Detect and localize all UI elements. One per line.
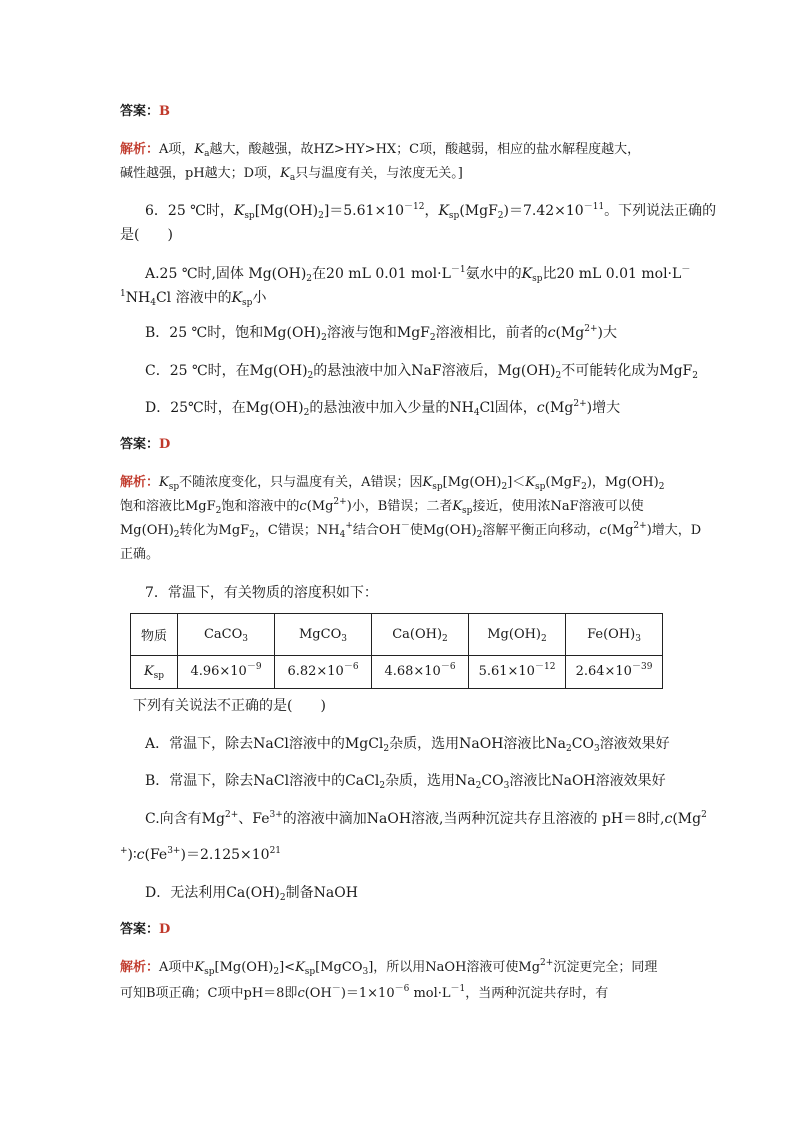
- ksp-table: [130, 613, 663, 689]
- table-cell-substance: $Ca(OH)_2$: [372, 614, 469, 656]
- table-row-label: $K_{sp}$: [131, 655, 178, 688]
- table-cell-value: $4.68\times 10^{-6}$: [372, 655, 469, 688]
- q5-explanation-line2: 碱性越强，pH越大；D项，$K_a$只与温度有关，与浓度无关。]: [120, 166, 463, 183]
- q7-option-d: D．无法利用$Ca(OH)_2$制备NaOH: [145, 885, 358, 903]
- table-cell-substance: $Fe(OH)_3$: [566, 614, 663, 656]
- q6-stem-line1: 6．25 ℃时，$K_{sp}[Mg(OH)_2]=5.61\times 10^{-12}$，$K_{sp}(MgF_2)=7.42\times 10^{-11}$。下列说法正确的: [145, 202, 717, 221]
- q7-answer-value: D: [159, 922, 171, 937]
- q7-option-b: B．常温下，除去NaCl溶液中的CaCl$_2$杂质，选用$Na_2CO_3$溶液比NaOH溶液效果好: [145, 773, 666, 791]
- q6-explanation-line2: 饱和溶液比MgF$_2$饱和溶液中的$c(Mg^{2+})$小，B错误；二者$K_{sp}$接近，使用浓NaF溶液可以使: [120, 497, 644, 516]
- q6-explanation-line3: $Mg(OH)_2$转化为MgF$_2$，C错误；$NH_4^+$结合OH－使$Mg(OH)_2$溶解平衡正向移动，$c(Mg^{2+})$增大，D: [120, 521, 702, 540]
- q5-answer: 答案：B: [120, 104, 171, 119]
- q7-option-c-line2: $^+)∶c(Fe^{3+})=2.125\times 10^{21}$: [120, 846, 282, 863]
- q6-explanation-line1: 解析：$K_{sp}$不随浓度变化，只与温度有关，A错误；因$K_{sp}[Mg(OH)_2]<K_{sp}(MgF_2)$，$Mg(OH)_2$: [120, 475, 665, 492]
- table-cell-substance: CaCO$_3$: [178, 614, 275, 656]
- q5-explanation-line1: 解析：A项，$K_a$越大，酸越强，故HZ>HY>HX；C项，酸越弱，相应的盐水解程度越大，: [120, 142, 641, 159]
- table-cell-value: $5.61\times 10^{-12}$: [469, 655, 566, 688]
- q6-answer-value: D: [159, 437, 171, 452]
- q6-answer: 答案：D: [120, 437, 171, 452]
- q7-question: 下列有关说法不正确的是( ): [133, 698, 326, 714]
- table-cell-substance: $Mg(OH)_2$: [469, 614, 566, 656]
- table-header-row: [131, 614, 663, 656]
- q7-explanation-line2: 可知B项正确；C项中pH＝8即$c(OH^-)=1\times 10^{-6}$ $mol\cdot L^{-1}$，当两种沉淀共存时，有: [120, 984, 609, 1001]
- q7-answer: 答案：D: [120, 922, 171, 937]
- q6-option-b: B．25 ℃时，饱和$Mg(OH)_2$溶液与饱和MgF$_2$溶液相比，前者的$c(Mg^{2+})$大: [145, 324, 617, 343]
- q7-option-c-line1: C.向含有$Mg^{2+}$、$Fe^{3+}$的溶液中滴加NaOH溶液,当两种沉淀共存且溶液的 pH＝8时,c(Mg$^2$: [145, 810, 707, 827]
- q6-explanation-line4: 正确。: [120, 547, 160, 562]
- table-value-row: [131, 655, 663, 688]
- q6-option-c: C．25 ℃时，在$Mg(OH)_2$的悬浊液中加入NaF溶液后，$Mg(OH)_2$不可能转化成为MgF$_2$: [145, 363, 698, 381]
- q7-option-a: A．常温下，除去NaCl溶液中的MgCl$_2$杂质，选用NaOH溶液比$Na_2CO_3$溶液效果好: [145, 736, 670, 754]
- q7-explanation-line1: 解析：A项中$K_{sp}[Mg(OH)_2]<K_{sp}[MgCO_3]$，所以用NaOH溶液可使$Mg^{2+}$沉淀更完全；同理: [120, 958, 658, 977]
- q6-option-d: D．25℃时，在$Mg(OH)_2$的悬浊液中加入少量的$NH_4Cl$固体，$c(Mg^{2+})$增大: [145, 399, 621, 418]
- q6-stem-line2: 是( ): [120, 227, 173, 243]
- table-cell-value: $4.96\times 10^{-9}$: [178, 655, 275, 688]
- q7-stem: 7．常温下，有关物质的溶度积如下：: [145, 585, 378, 601]
- q6-option-a-line1: A.25 ℃时,固体 $Mg(OH)_2$在20 mL 0.01 $mol\cdot L^{-1}$氨水中的$K_{sp}$比20 mL 0.01 mol·L－: [145, 265, 691, 284]
- table-header-label: 物质: [131, 614, 178, 656]
- table-cell-value: $6.82\times 10^{-6}$: [275, 655, 372, 688]
- table-cell-value: $2.64\times 10^{-39}$: [566, 655, 663, 688]
- table-cell-substance: MgCO$_3$: [275, 614, 372, 656]
- q6-option-a-line2: $^1NH_4Cl$ 溶液中的$K_{sp}$小: [120, 289, 267, 308]
- q5-answer-value: B: [159, 104, 171, 119]
